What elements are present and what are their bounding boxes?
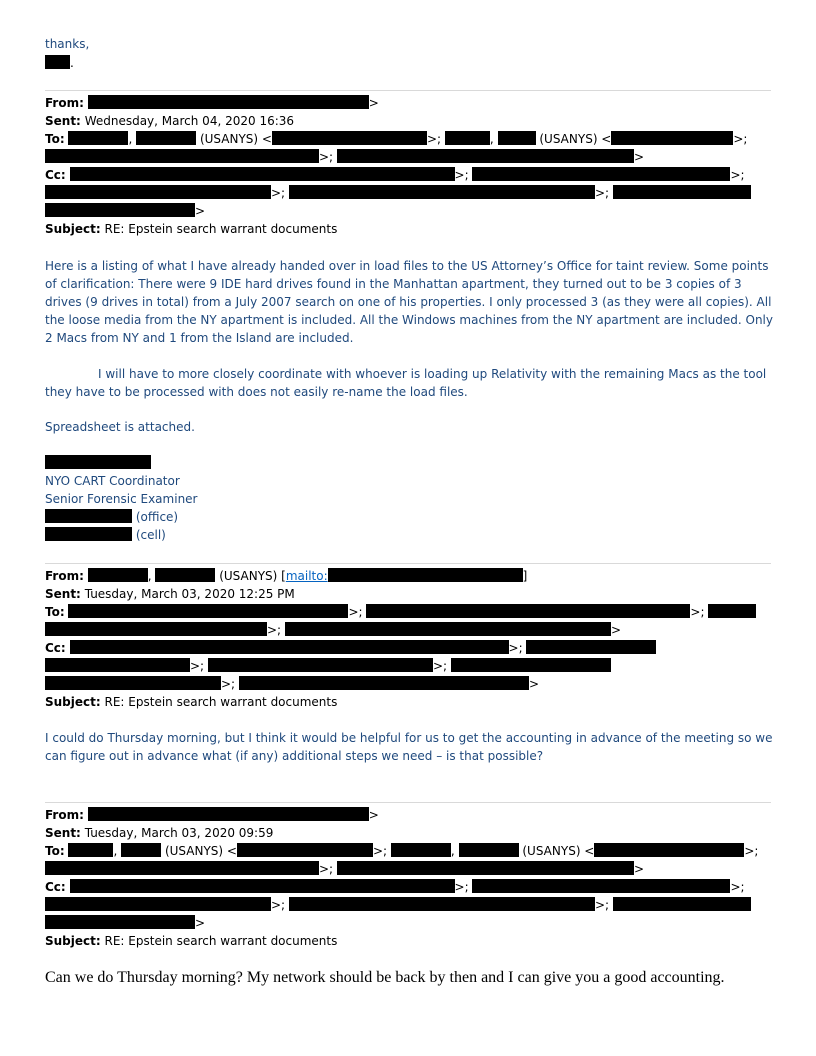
email1-from-row: From: >: [45, 96, 379, 110]
signature-title-1: NYO CART Coordinator: [45, 474, 180, 488]
redaction: [45, 658, 190, 672]
redaction: [88, 807, 369, 821]
redaction: [472, 167, 730, 181]
redaction: [289, 185, 595, 199]
redaction: [88, 95, 369, 109]
signature-office: (office): [45, 508, 178, 526]
email3-to-row: To: , (USANYS) < >; , (USANYS) < >;: [45, 844, 759, 858]
email1-cc-row: Cc: >; >;: [45, 168, 745, 182]
redaction: [272, 131, 427, 145]
email3-from-row: From: >: [45, 808, 379, 822]
redaction: [594, 843, 744, 857]
email3-sent: Tuesday, March 03, 2020 09:59: [84, 826, 274, 840]
email3-sent-row: Sent: Tuesday, March 03, 2020 09:59: [45, 826, 274, 840]
redaction: [45, 185, 271, 199]
redaction: [45, 622, 267, 636]
redaction: [237, 843, 373, 857]
email1-sent-row: Sent: Wednesday, March 04, 2020 16:36: [45, 114, 295, 128]
email2-cc-row-2: >; >;: [45, 657, 611, 675]
redaction: [68, 604, 348, 618]
email2-subject: RE: Epstein search warrant documents: [104, 695, 338, 709]
redaction: [45, 149, 319, 163]
redaction: [472, 879, 730, 893]
redaction: [328, 568, 523, 582]
separator: [45, 802, 771, 803]
redaction: [45, 509, 132, 523]
email2-cc-row-3: >; >: [45, 675, 539, 693]
redaction: [708, 604, 756, 618]
email2-sent-row: Sent: Tuesday, March 03, 2020 12:25 PM: [45, 587, 295, 601]
redaction: [88, 568, 148, 582]
redaction: [459, 843, 519, 857]
redaction: [45, 915, 195, 929]
redaction: [208, 658, 433, 672]
email1-subject: RE: Epstein search warrant documents: [104, 222, 338, 236]
email2-subject-row: Subject: RE: Epstein search warrant documents: [45, 695, 338, 709]
email1-sent: Wednesday, March 04, 2020 16:36: [84, 114, 295, 128]
email3-to-row-2: >; >: [45, 860, 644, 878]
redaction: [239, 676, 529, 690]
redaction: [155, 568, 215, 582]
email2-body: I could do Thursday morning, but I think it would be helpful for us to get the accounting in advance of the meeting so we can figure out in advance what (if any) additional steps we need – is that possible?: [45, 731, 773, 763]
redaction: [45, 676, 221, 690]
email3-subject: RE: Epstein search warrant documents: [104, 934, 338, 948]
redaction: [121, 843, 161, 857]
redaction: [613, 897, 751, 911]
signoff-name: .: [45, 54, 74, 72]
email3-cc-row-2: >; >;: [45, 896, 751, 914]
email1-cc-row-2: >; >;: [45, 184, 751, 202]
redaction: [45, 861, 319, 875]
redaction: [498, 131, 536, 145]
email2-sent: Tuesday, March 03, 2020 12:25 PM: [84, 587, 295, 601]
redaction: [45, 203, 195, 217]
redaction: [45, 897, 271, 911]
redaction: [337, 861, 634, 875]
redaction: [45, 455, 151, 469]
redaction: [451, 658, 611, 672]
redaction: [68, 843, 113, 857]
redaction: [285, 622, 611, 636]
redaction: [70, 879, 455, 893]
email2-to-row: To: >; >;: [45, 603, 756, 621]
email1-to-row-2: >; >: [45, 148, 644, 166]
redaction: [45, 55, 70, 69]
email3-body: Can we do Thursday morning? My network should be back by then and I can give you a good accounting.: [45, 969, 725, 986]
redaction: [136, 131, 196, 145]
redaction: [391, 843, 451, 857]
redaction: [289, 897, 595, 911]
email2-cc-row: Cc: >;: [45, 639, 656, 657]
redaction: [70, 640, 509, 654]
mailto-link[interactable]: mailto:: [285, 569, 328, 583]
email1-body-paragraph-2: I will have to more closely coordinate with whoever is loading up Relativity with the remaining Macs as the tool they have to be processed with does not easily re-name the load files.: [45, 367, 767, 399]
email1-subject-row: Subject: RE: Epstein search warrant documents: [45, 222, 338, 236]
email3-subject-row: Subject: RE: Epstein search warrant documents: [45, 934, 338, 948]
email2-from-row: From: , (USANYS) [mailto: ]: [45, 569, 528, 583]
redaction: [70, 167, 455, 181]
redaction: [45, 527, 132, 541]
email3-cc-row-3: >: [45, 914, 205, 932]
redaction: [68, 131, 128, 145]
redaction: [445, 131, 490, 145]
email2-to-row-2: >; >: [45, 621, 621, 639]
email1-body-paragraph-1: Here is a listing of what I have already handed over in load files to the US Attorney’s Office for taint review. Some points of clarification: There were 9 IDE hard drives found in the Manhattan apartment, they turned out to be 3 copies of 3 drives (9 drives in total) from a July 2007 search on one of his properties. I only processed 3 (as they were all copies). All the loose media from the NY apartment is included. All the Windows machines from the NY apartment are included. Only 2 Macs from NY and 1 from the Island are included.: [45, 259, 773, 345]
email1-cc-row-3: >: [45, 202, 205, 220]
signature-cell: (cell): [45, 526, 166, 544]
email3-cc-row: Cc: >; >;: [45, 880, 745, 894]
signoff-thanks: thanks,: [45, 37, 90, 51]
separator: [45, 563, 771, 564]
redaction: [526, 640, 656, 654]
signature-title-2: Senior Forensic Examiner: [45, 492, 198, 506]
redaction: [613, 185, 751, 199]
email1-to-row: To: , (USANYS) < >; , (USANYS) < >;: [45, 132, 748, 146]
redaction: [611, 131, 733, 145]
separator: [45, 90, 771, 91]
redaction: [366, 604, 690, 618]
signature-name: [45, 454, 151, 472]
email1-body-paragraph-3: Spreadsheet is attached.: [45, 420, 195, 434]
redaction: [337, 149, 634, 163]
